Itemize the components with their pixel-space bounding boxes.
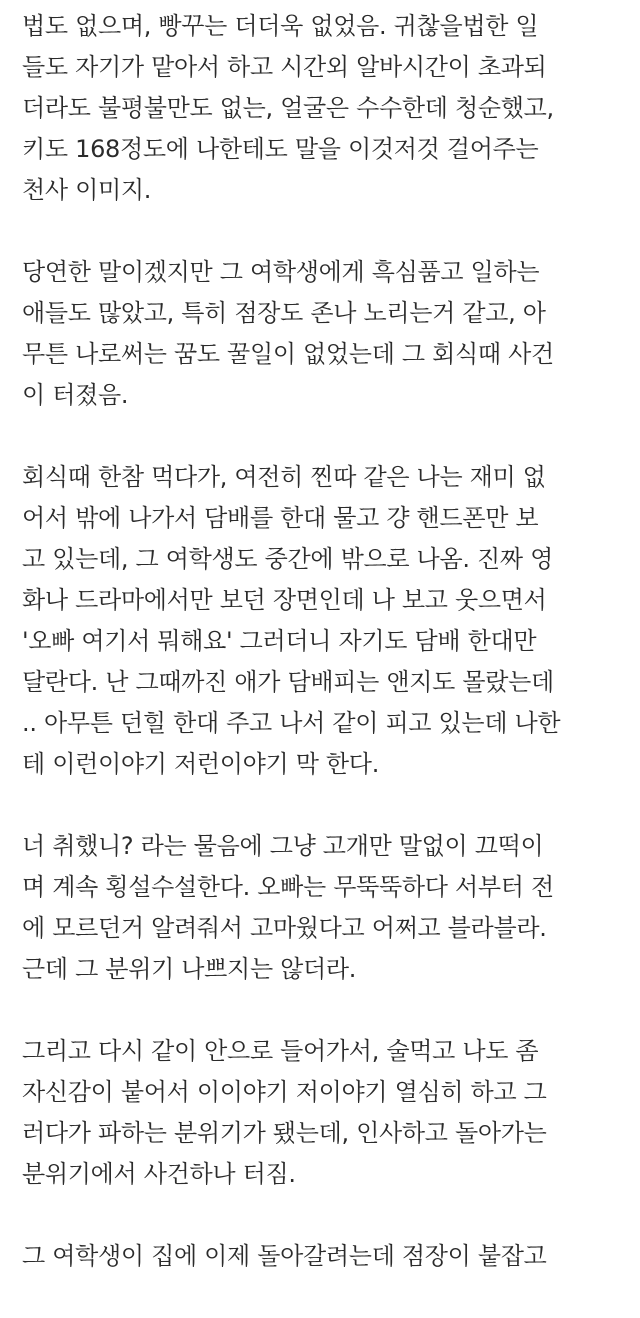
- text-line: 당연한 말이겠지만 그 여학생에게 흑심품고 일하는: [22, 258, 540, 286]
- text-line: 테 이런이야기 저런이야기 막 한다.: [22, 750, 380, 778]
- text-line: 며 계속 횡설수설한다. 오빠는 무뚝뚝하다 서부터 전: [22, 873, 554, 901]
- paragraph-5: [22, 1031, 626, 1195]
- text-line: 자신감이 붙어서 이이야기 저이야기 열심히 하고 그: [22, 1078, 547, 1106]
- text-line: 키도 168정도에 나한테도 말을 이것저것 걸어주는: [22, 135, 539, 163]
- text-line: 어서 밖에 나가서 담배를 한대 물고 걍 핸드폰만 보: [22, 504, 539, 532]
- text-line: 러다가 파하는 분위기가 됐는데, 인사하고 돌아가는: [22, 1119, 547, 1147]
- text-line: 고 있는데, 그 여학생도 중간에 밖으로 나옴. 진짜 영: [22, 545, 553, 573]
- text-line: 더라도 불평불만도 없는, 얼굴은 수수한데 청순했고,: [22, 94, 554, 122]
- text-line: 그리고 다시 같이 안으로 들어가서, 술먹고 나도 좀: [22, 1037, 539, 1065]
- paragraph-3: [22, 457, 626, 785]
- text-line: 회식때 한참 먹다가, 여전히 찐따 같은 나는 재미 없: [22, 463, 546, 491]
- text-line: 화나 드라마에서만 보던 장면인데 나 보고 웃으면서: [22, 586, 547, 614]
- paragraph-6: [22, 1236, 626, 1277]
- text-line: 너 취했니? 라는 물음에 그냥 고개만 말없이 끄떡이: [22, 832, 544, 860]
- text-line: .. 아무튼 던힐 한대 주고 나서 같이 피고 있는데 나한: [22, 709, 561, 737]
- paragraph-4: [22, 826, 626, 990]
- text-line: 그 여학생이 집에 이제 돌아갈려는데 점장이 붙잡고: [22, 1242, 547, 1270]
- text-line: 근데 그 분위기 나쁘지는 않더라.: [22, 955, 357, 983]
- text-line: 이 터졌음.: [22, 381, 129, 409]
- text-line: 에 모르던거 알려줘서 고마웠다고 어쩌고 블라블라.: [22, 914, 547, 942]
- text-line: '오빠 여기서 뭐해요' 그러더니 자기도 담배 한대만: [22, 627, 537, 655]
- text-line: 무튼 나로써는 꿈도 꿀일이 없었는데 그 회식때 사건: [22, 340, 554, 368]
- text-line: 천사 이미지.: [22, 176, 152, 204]
- text-line: 법도 없으며, 빵꾸는 더더욱 없었음. 귀찮을법한 일: [22, 12, 539, 40]
- text-line: 들도 자기가 맡아서 하고 시간외 알바시간이 초과되: [22, 53, 547, 81]
- paragraph-2: [22, 252, 626, 416]
- text-line: 달란다. 난 그때까진 애가 담배피는 앤지도 몰랐는데: [22, 668, 554, 696]
- text-line: 애들도 많았고, 특히 점장도 존나 노리는거 같고, 아: [22, 299, 546, 327]
- article-body: [22, 6, 626, 1318]
- text-line: 분위기에서 사건하나 터짐.: [22, 1160, 296, 1188]
- paragraph-1: [22, 6, 626, 211]
